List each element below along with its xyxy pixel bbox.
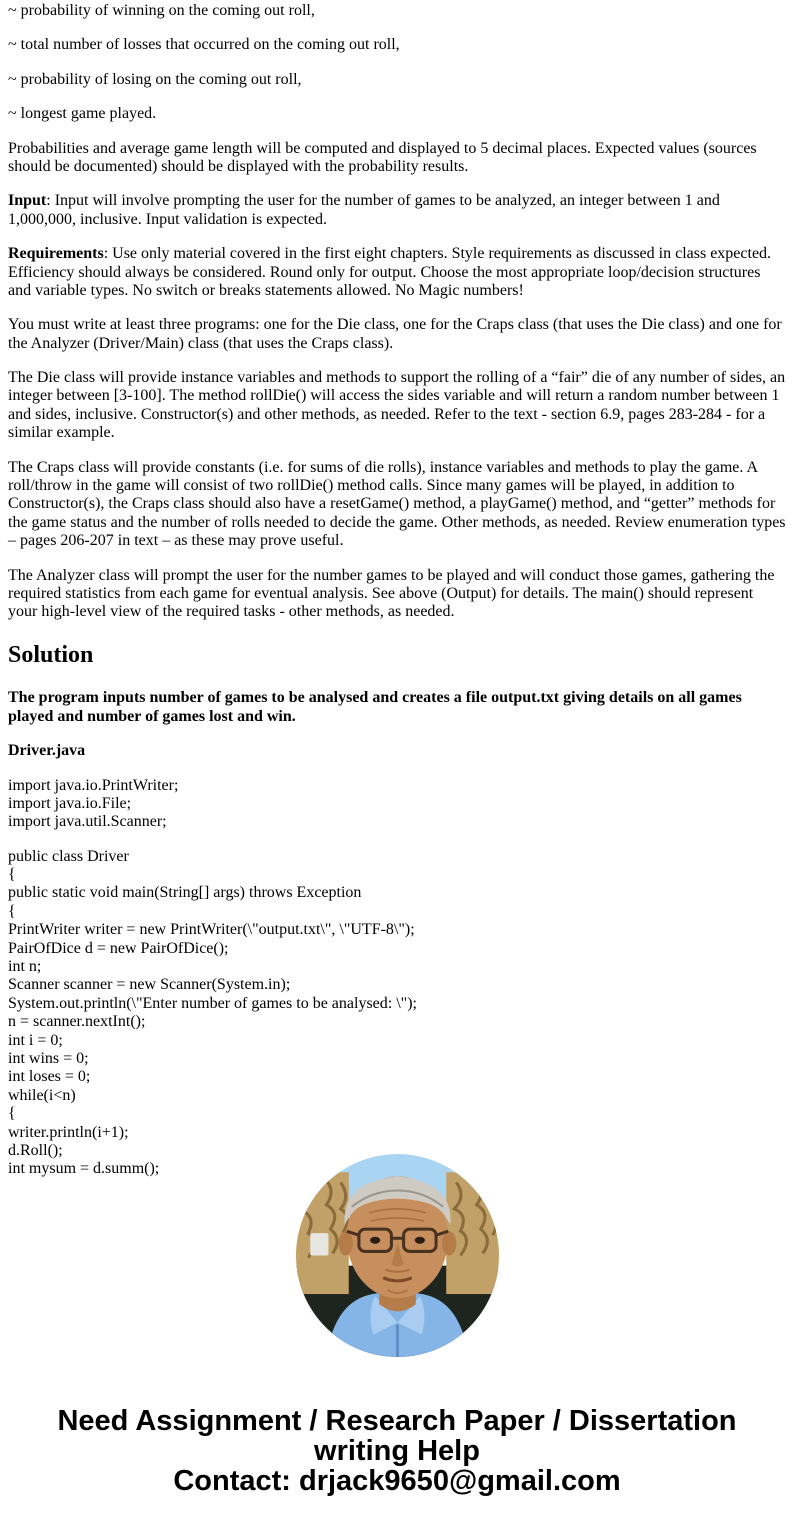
document-content — [0, 2, 794, 1179]
paragraph-requirements — [8, 245, 786, 300]
file-heading: Driver.java — [8, 742, 86, 760]
footer-banner — [0, 1406, 794, 1496]
code-line: int loses = 0; — [8, 1068, 91, 1086]
paragraph-die-class: The Die class will provide instance variables and methods to support the rolling of a “fair” die of any number of sides, an integer between [3-100]. The method rollDie() will access the sides variable and will return a random number between 1 and sides, inclusive. Constructor(s) and other methods, as needed. Refer to the text - section 6.9, pages 283-284 - for a similar example. — [8, 369, 786, 442]
code-line: writer.println(i+1); — [8, 1123, 129, 1141]
paragraph-input — [8, 192, 786, 229]
code-line: PairOfDice d = new PairOfDice(); — [8, 939, 229, 957]
page — [0, 2, 794, 1525]
avatar-section — [0, 1154, 794, 1357]
list-item-longest-game: ~ longest game played. — [8, 105, 157, 123]
code-line: PrintWriter writer = new PrintWriter(\"output.txt\", \"UTF-8\"); — [8, 921, 415, 939]
input-label: Input — [8, 192, 47, 210]
paragraph-analyzer-class: The Analyzer class will prompt the user for the number games to be played and will conduct those games, gathering the required statistics from each game for eventual analysis. See above (Output) for details. The main() should represent your high-level view of the required tasks - other methods, as needed. — [8, 566, 775, 621]
code-line: Scanner scanner = new Scanner(System.in); — [8, 976, 291, 994]
code-line: int i = 0; — [8, 1031, 63, 1049]
code-line: { — [8, 902, 16, 920]
code-line: import java.io.PrintWriter; — [8, 776, 179, 794]
code-line: d.Roll(); — [8, 1141, 63, 1159]
requirements-label: Requirements — [8, 245, 104, 263]
code-line: import java.util.Scanner; — [8, 813, 167, 831]
code-line: { — [8, 1105, 16, 1123]
solution-heading: Solution — [8, 641, 94, 668]
requirements-text: : Use only material covered in the first eight chapters. Style requirements as discussed in class expected. Efficiency should always be considered. Round only for output. Choose the most appropriate loop/decision structures and variable types. No switch or breaks statements allowed. No Magic numbers! — [8, 245, 772, 299]
paragraph-probabilities: Probabilities and average game length will be computed and displayed to 5 decimal places. Expected values (sources should be documented) should be displayed with the probability results. — [8, 139, 757, 175]
paragraph-three-programs: You must write at least three programs: one for the Die class, one for the Craps class (that uses the Die class) and one for the Analyzer (Driver/Main) class (that uses the Craps class). — [8, 316, 782, 352]
footer-contact-email: Contact: drjack9650@gmail.com — [173, 1465, 621, 1497]
code-line: int wins = 0; — [8, 1050, 89, 1067]
document-preview — [0, 2, 794, 1178]
input-text: : Input will involve prompting the user for the number of games to be analyzed, an integer between 1 and 1,000,000, inclusive. Input validation is expected. — [8, 192, 720, 228]
code-line: n = scanner.nextInt(); — [8, 1013, 146, 1031]
code-imports — [8, 777, 786, 832]
code-line: { — [8, 866, 16, 884]
avatar — [296, 1154, 499, 1357]
code-line: System.out.println(\"Enter number of games to be analysed: \"); — [8, 994, 417, 1012]
code-line: int n; — [8, 958, 42, 976]
clipped-top-line: ~ probability of winning on the coming out roll, — [8, 2, 315, 19]
avatar-photo-illustration — [296, 1154, 499, 1357]
footer-help-text: Need Assignment / Research Paper / Dissertation writing Help — [57, 1405, 737, 1467]
code-line: import java.io.File; — [8, 794, 132, 812]
code-line: public static void main(String[] args) throws Exception — [8, 884, 362, 902]
solution-intro: The program inputs number of games to be analysed and creates a file output.txt giving details on all games played and number of games lost and win. — [8, 689, 742, 725]
paragraph-craps-class: The Craps class will provide constants (i.e. for sums of die rolls), instance variables and methods to play the game. A roll/throw in the game will consist of two rollDie() method calls. Since many games will be played, in addition to Constructor(s), the Craps class should also have a resetGame() method, a playGame() method, and “getter” methods for the game status and the number of rolls needed to decide the game. Other methods, as needed. Review enumeration types – pages 206-207 in text – as these may prove useful. — [8, 458, 786, 550]
code-line: while(i<n) — [8, 1086, 76, 1104]
list-item-probability-losing: ~ probability of losing on the coming out roll, — [8, 70, 302, 88]
code-line: public class Driver — [8, 847, 129, 865]
list-item-losses: ~ total number of losses that occurred on the coming out roll, — [8, 36, 400, 54]
code-line: int mysum = d.summ(); — [8, 1160, 160, 1178]
code-main — [8, 848, 786, 1179]
